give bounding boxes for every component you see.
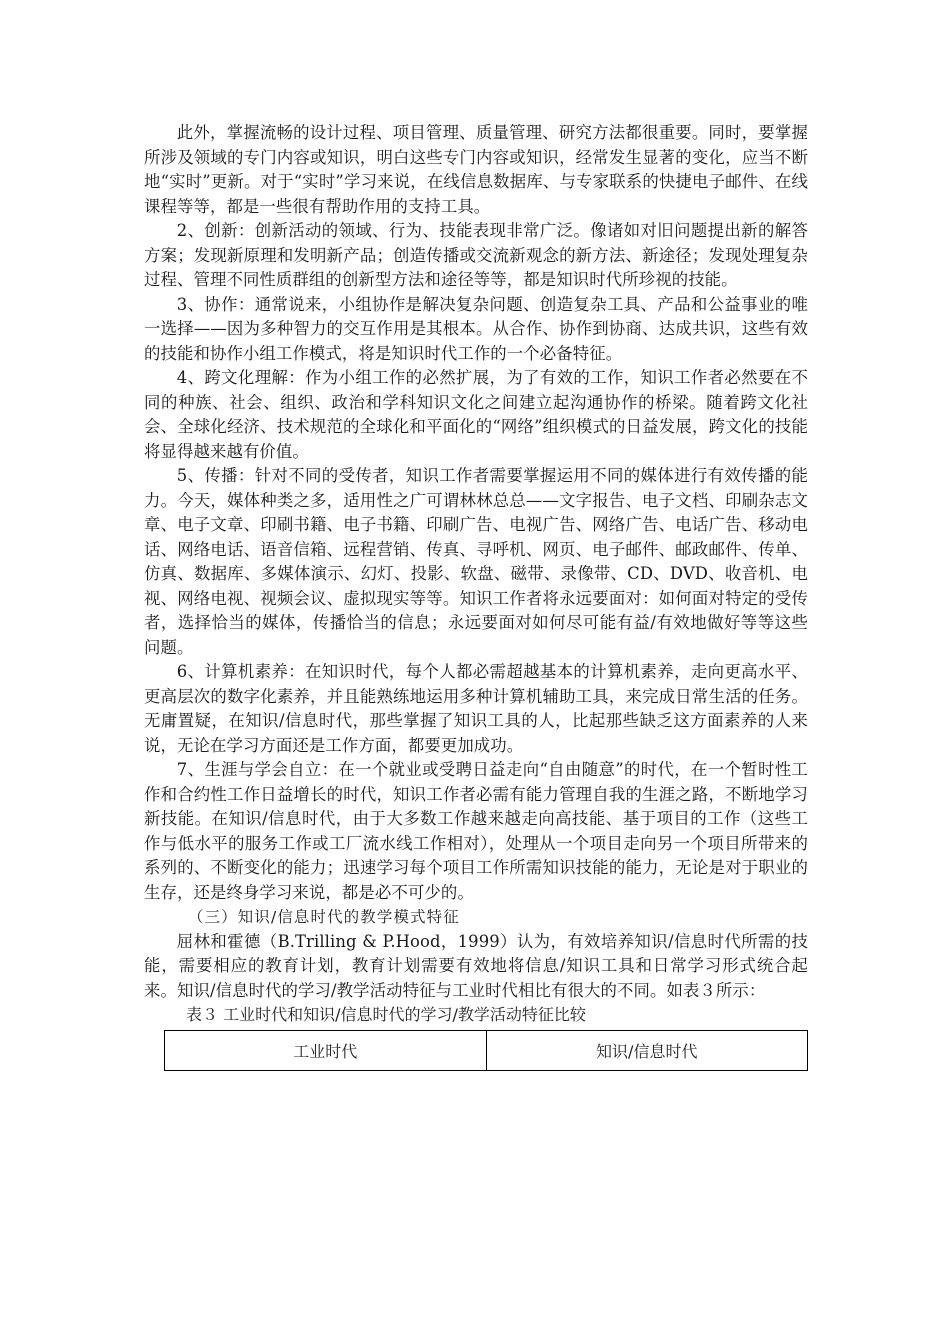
paragraph-innovation: 2、创新：创新活动的领域、行为、技能表现非常广泛。像诸如对旧问题提出新的解答方案；发现新原理和发明新产品；创造传播或交流新观念的新方法、新途径；发现处理复杂过程、管理不同性质群组的创新型方法和途径等等，都是知识时代所珍视的技能。: [144, 221, 808, 289]
paragraph-career-self-reliance: 7、生涯与学会自立：在一个就业或受聘日益走向“自由随意”的时代，在一个暂时性工作和合约性工作日益增长的时代，知识工作者必需有能力管理自我的生涯之路，不断地学习新技能。在知识/信息时代，由于大多数工作越来越走向高技能、基于项目的工作（这些工作与低水平的服务工作或工厂流水线工作相对），处理从一个项目走向另一个项目所带来的系列的、不断变化的能力；迅速学习每个项目工作所需知识技能的能力，无论是对于职业的生存，还是终身学习来说，都是必不可少的。: [144, 760, 808, 902]
paragraph-skills-intro: 此外，掌握流畅的设计过程、项目管理、质量管理、研究方法都很重要。同时，要掌握所涉及领域的专门内容或知识，明白这些专门内容或知识，经常发生显著的变化，应当不断地“实时”更新。对于“实时”学习来说，在线信息数据库、与专家联系的快捷电子邮件、在线课程等等，都是一些很有帮助作用的支持工具。: [144, 123, 808, 216]
section-heading: （三）知识/信息时代的教学模式特征: [188, 908, 460, 926]
comparison-table: [164, 1030, 808, 1071]
paragraph-communication: 5、传播：针对不同的受传者，知识工作者需要掌握运用不同的媒体进行有效传播的能力。今天，媒体种类之多，适用性之广可谓林林总总——文字报告、电子文档、印刷杂志文章、电子文章、印刷书籍、电子书籍、印刷广告、电视广告、网络广告、电话广告、移动电话、网络电话、语音信箱、远程营销、传真、寻呼机、网页、电子邮件、邮政邮件、传单、仿真、数据库、多媒体演示、幻灯、投影、软盘、磁带、录像带、CD、DVD、收音机、电视、网络电视、视频会议、虚拟现实等等。知识工作者将永远要面对：如何面对特定的受传者，选择恰当的媒体，传播恰当的信息；永远要面对如何尽可能有益/有效地做好等等这些问题。: [144, 466, 808, 657]
table-header-row: [165, 1030, 808, 1070]
table-header-information-age: 知识/信息时代: [486, 1030, 808, 1070]
paragraph-trilling-hood: 屈林和霍德（B.Trilling & P.Hood，1999）认为，有效培养知识/信息时代所需的技能，需要相应的教育计划，教育计划需要有效地将信息/知识工具和日常学习形式统合起来。知识/信息时代的学习/教学活动特征与工业时代相比有很大的不同。如表３所示：: [144, 931, 808, 1000]
table-caption: 表３ 工业时代和知识/信息时代的学习/教学活动特征比较: [186, 1005, 586, 1024]
paragraph-computer-literacy: 6、计算机素养：在知识时代，每个人都必需超越基本的计算机素养，走向更高水平、更高层次的数字化素养，并且能熟练地运用多种计算机辅助工具，来完成日常生活的任务。无庸置疑，在知识/信息时代，那些掌握了知识工具的人，比起那些缺乏这方面素养的人来说，无论在学习方面还是工作方面，都要更加成功。: [144, 662, 808, 755]
table-header-industrial-age: 工业时代: [165, 1030, 487, 1070]
paragraph-cross-cultural: 4、跨文化理解：作为小组工作的必然扩展，为了有效的工作，知识工作者必然要在不同的种族、社会、组织、政治和学科知识文化之间建立起沟通协作的桥梁。随着跨文化社会、全球化经济、技术规范的全球化和平面化的“网络”组织模式的日益发展，跨文化的技能将显得越来越有价值。: [144, 368, 808, 461]
paragraph-collaboration: 3、协作：通常说来，小组协作是解决复杂问题、创造复杂工具、产品和公益事业的唯一选择——因为多种智力的交互作用是其根本。从合作、协作到协商、达成共识，这些有效的技能和协作小组工作模式，将是知识时代工作的一个必备特征。: [144, 294, 808, 363]
document-page: [144, 121, 808, 1071]
